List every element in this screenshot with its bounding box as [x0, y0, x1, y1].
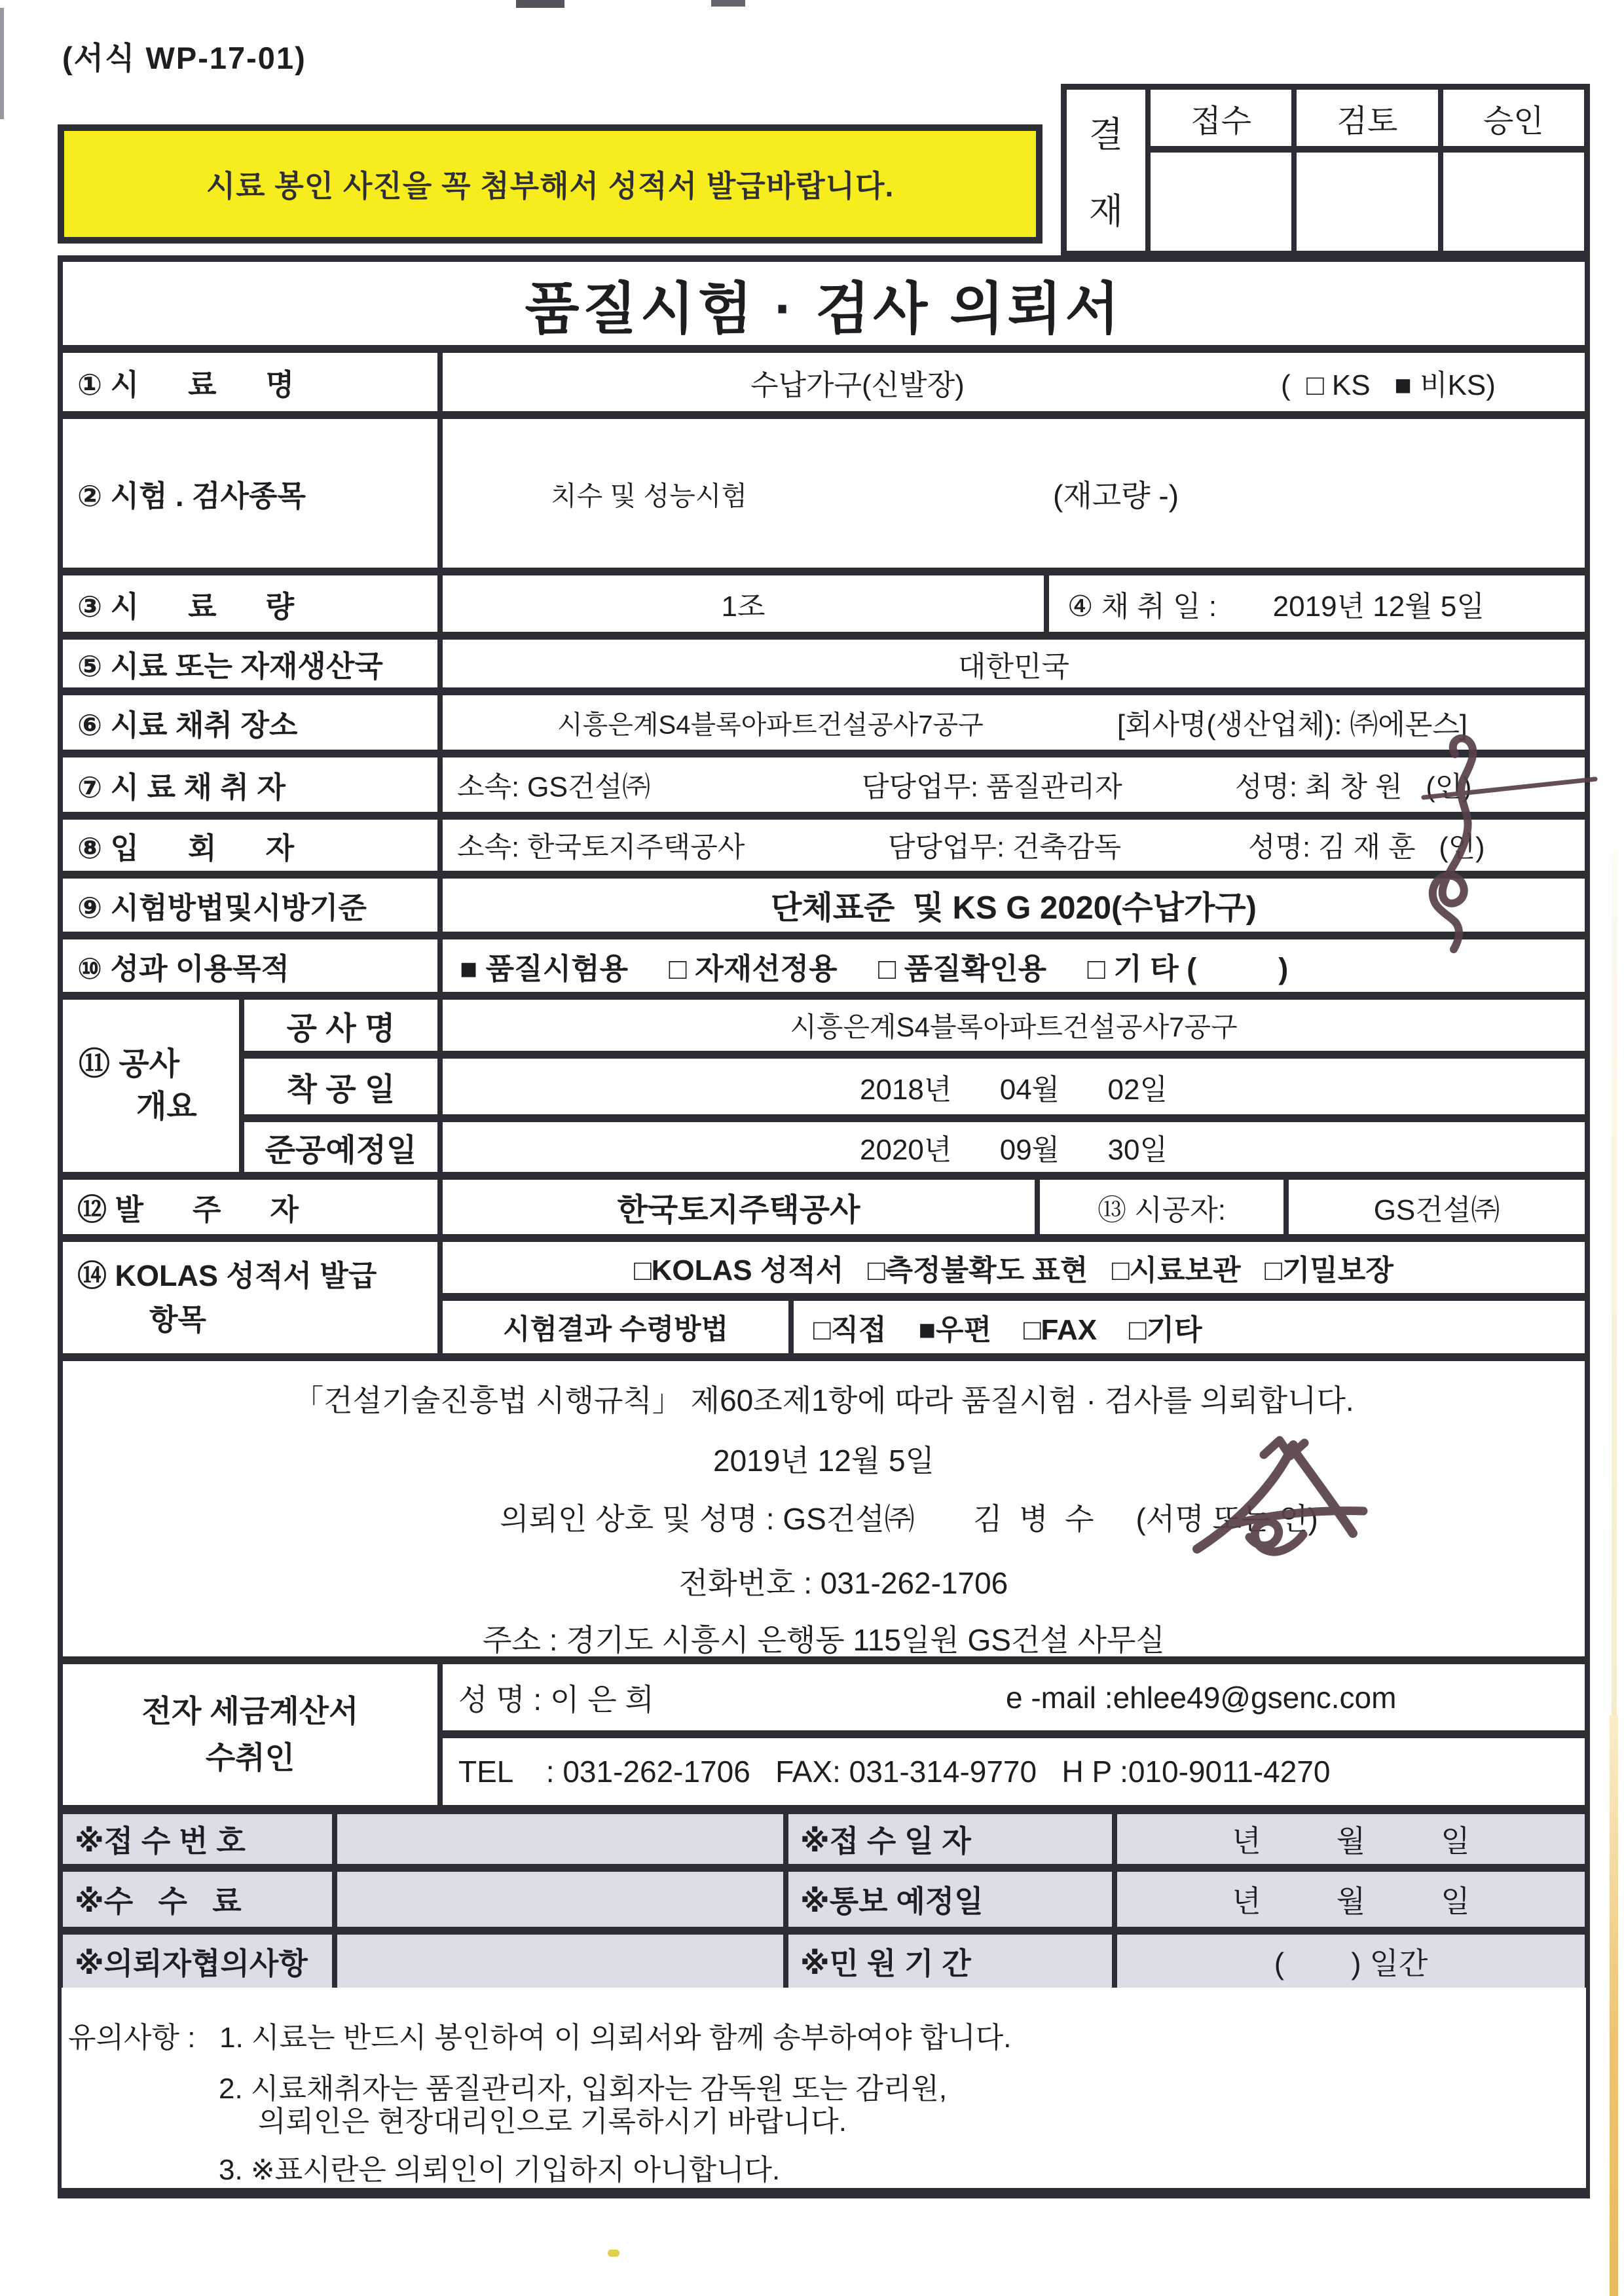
row-sample-name [63, 345, 1585, 411]
sample-name-value: 수납가구(신발장) [750, 369, 965, 401]
note-2: 2. 시료채취자는 품질관리자, 입회자는 감독원 또는 감리원, [219, 2073, 948, 2105]
scan-edge-artifact [1610, 1715, 1618, 2296]
kolas-options-row [443, 1242, 1585, 1293]
row-tax-invoice-recipient [63, 1656, 1585, 1805]
row-sampling-location [63, 687, 1585, 750]
tax-recipient-email: e -mail :ehlee49@gsenc.com [1006, 1680, 1397, 1715]
row-sample-quantity [63, 568, 1585, 632]
contractor-value: GS건설㈜ [1373, 1194, 1500, 1226]
sub-row-completion-date [244, 1114, 1585, 1172]
tax-recipient-name-row [443, 1664, 1585, 1730]
approval-stamp-cell-approve [1443, 153, 1584, 251]
approval-stamp-cell-receipt [1151, 153, 1297, 251]
requester-address: 주소 : 경기도 시흥시 은행동 115일원 GS건설 사무실 [483, 1623, 1165, 1657]
manufacturer-name: [회사명(생산업체): ㈜에몬스] [1117, 709, 1467, 740]
notify-date-value: 년 월 일 [1232, 1884, 1470, 1918]
test-method-value: 단체표준 및 KS G 2020(수납가구) [771, 890, 1257, 926]
notify-date-label: ※통보 예정일 [800, 1884, 984, 1918]
contractor-label: ⑬ 시공자: [1098, 1194, 1226, 1226]
approval-col-receipt: 접수 [1151, 90, 1297, 146]
project-name-label: 공 사 명 [244, 1000, 443, 1051]
caution-notes-box [58, 1988, 1590, 2198]
sub-row-project-name [244, 1000, 1585, 1051]
row-result-purpose [63, 932, 1585, 992]
ks-checkboxes: ( □ KS ■ 비KS) [1281, 369, 1496, 401]
admin-row-consultation [63, 1927, 1585, 1988]
receipt-date-value: 년 월 일 [1232, 1824, 1470, 1858]
tax-recipient-contacts-row [443, 1730, 1585, 1805]
requester-signature-line: 의뢰인 상호 및 성명 : GS건설㈜ 김 병 수 (서명 또는 인) [500, 1502, 1318, 1536]
fee-value [337, 1872, 788, 1927]
completion-date-label: 준공예정일 [244, 1122, 443, 1172]
sample-name-label: ① 시 료 명 [63, 353, 443, 411]
sample-quantity-value: 1조 [721, 591, 766, 623]
sub-row-start-date [244, 1051, 1585, 1114]
sample-seal-notice-banner [58, 124, 1043, 244]
receipt-date-label: ※접 수 일 자 [800, 1824, 971, 1858]
sampler-duty: 담당업무: 품질관리자 [862, 771, 1122, 803]
approval-title-char: 재 [1088, 192, 1124, 231]
request-statement-block [63, 1353, 1585, 1656]
fee-label: ※수 수 료 [75, 1884, 242, 1918]
civil-period-value: ( ) 일간 [1274, 1946, 1428, 1980]
scan-left-edge-artifact [0, 8, 4, 119]
test-method-label: ⑨ 시험방법및시방기준 [63, 879, 443, 932]
form-title: 품질시험 · 검사 의뢰서 [525, 277, 1123, 340]
construction-overview-label: ⑪ 공사 개요 [63, 1000, 244, 1172]
kolas-label-line2: 항목 [149, 1303, 206, 1336]
scan-dot-artifact [608, 2250, 619, 2257]
note-3: 3. ※표시란은 의뢰인이 기입하지 아니합니다. [219, 2154, 781, 2186]
statement-date: 2019년 12월 5일 [713, 1444, 934, 1478]
scan-edge-artifact [1612, 851, 1617, 1715]
delivery-method-options: □직접 ■우편 □FAX □기타 [813, 1314, 1202, 1346]
form-title-row [63, 262, 1585, 345]
banner-text: 시료 봉인 사진을 꼭 첨부해서 성적서 발급바랍니다. [206, 169, 895, 203]
sampler-name: 성명: 최 창 원 (인) [1235, 771, 1472, 803]
statement-legal-text: 「건설기술진흥법 시행규칙」 제60조제1항에 따라 품질시험 · 검사를 의뢰합니다. [293, 1383, 1354, 1417]
client-value: 한국토지주택공사 [617, 1193, 860, 1228]
scan-top-smudge [711, 0, 745, 7]
tax-recipient-contacts: TEL : 031-262-1706 FAX: 031-314-9770 H P :010-9011-4270 [458, 1755, 1331, 1789]
row-test-method [63, 871, 1585, 932]
row-witness [63, 812, 1585, 871]
row-country-of-origin [63, 632, 1585, 687]
approval-col-review: 검토 [1297, 90, 1443, 146]
client-label: ⑫ 발 주 자 [63, 1180, 443, 1234]
delivery-method-label: 시험결과 수령방법 [502, 1313, 729, 1345]
sample-quantity-label: ③ 시 료 량 [63, 575, 443, 632]
approval-title-vertical [1067, 90, 1151, 251]
start-date-label: 착 공 일 [244, 1059, 443, 1114]
approval-title-char: 결 [1088, 115, 1124, 155]
kolas-label-line1: ⑭ KOLAS 성적서 발급 [77, 1258, 377, 1292]
test-items-value: 치수 및 성능시험 [551, 481, 748, 511]
tax-recipient-name: 성 명 : 이 은 희 [458, 1682, 654, 1717]
kolas-options: □KOLAS 성적서 □측정불확도 표현 □시료보관 □기밀보장 [634, 1254, 1393, 1286]
stock-note: (재고량 -) [1053, 478, 1179, 513]
result-delivery-row [443, 1293, 1585, 1353]
receipt-number-value [337, 1814, 788, 1864]
sampler-label: ⑦ 시 료 채 취 자 [63, 757, 443, 812]
result-purpose-options: ■ 품질시험용 □ 자재선정용 □ 품질확인용 □ 기 타 ( ) [460, 951, 1289, 985]
row-test-items [63, 411, 1585, 568]
consultation-label: ※의뢰자협의사항 [75, 1946, 308, 1980]
sampler-affiliation: 소속: GS건설㈜ [457, 771, 651, 803]
sampling-location-value: 시흥은계S4블록아파트건설공사7공구 [557, 710, 984, 739]
civil-period-label: ※민 원 기 간 [800, 1946, 971, 1980]
note-1: 유의사항 : 1. 시료는 반드시 봉인하여 이 의뢰서와 함께 송부하여야 합니다. [68, 2022, 1012, 2054]
sampling-date: ④ 채 취 일 : 2019년 12월 5일 [1067, 591, 1485, 623]
row-construction-overview [63, 992, 1585, 1172]
admin-row-fee [63, 1864, 1585, 1927]
approval-col-approve: 승인 [1483, 103, 1544, 139]
witness-name: 성명: 김 재 훈 (인) [1248, 831, 1485, 864]
completion-date-value: 2020년 09월 30일 [860, 1134, 1168, 1166]
tax-recipient-label-line2: 수취인 [205, 1740, 295, 1775]
result-purpose-label: ⑩ 성과 이용목적 [63, 939, 443, 992]
row-client [63, 1172, 1585, 1234]
consultation-value [337, 1935, 788, 1988]
sampling-location-label: ⑥ 시료 채취 장소 [63, 695, 443, 750]
scan-top-smudge [516, 0, 564, 8]
witness-affiliation: 소속: 한국토지주택공사 [457, 831, 745, 864]
start-date-value: 2018년 04월 02일 [860, 1073, 1168, 1106]
admin-row-receipt-number [63, 1805, 1585, 1864]
test-items-label: ② 시험 . 검사종목 [63, 419, 443, 568]
project-name-value: 시흥은계S4블록아파트건설공사7공구 [790, 1011, 1238, 1042]
country-label: ⑤ 시료 또는 자재생산국 [63, 640, 443, 687]
approval-stamp-table [1061, 84, 1590, 257]
form-code: (서식 WP-17-01) [62, 41, 306, 75]
note-2-continued: 의뢰인은 현장대리인으로 기록하시기 바랍니다. [258, 2105, 847, 2138]
receipt-number-label: ※접 수 번 호 [75, 1824, 246, 1858]
witness-duty: 담당업무: 건축감독 [888, 831, 1122, 864]
witness-label: ⑧ 입 회 자 [63, 820, 443, 871]
request-form-table [58, 255, 1590, 1988]
approval-stamp-cell-review [1297, 153, 1443, 251]
country-value: 대한민국 [957, 650, 1069, 683]
requester-phone: 전화번호 : 031-262-1706 [678, 1566, 1008, 1600]
tax-recipient-label-line1: 전자 세금계산서 [141, 1694, 359, 1728]
row-kolas [63, 1234, 1585, 1353]
row-sampler [63, 750, 1585, 812]
